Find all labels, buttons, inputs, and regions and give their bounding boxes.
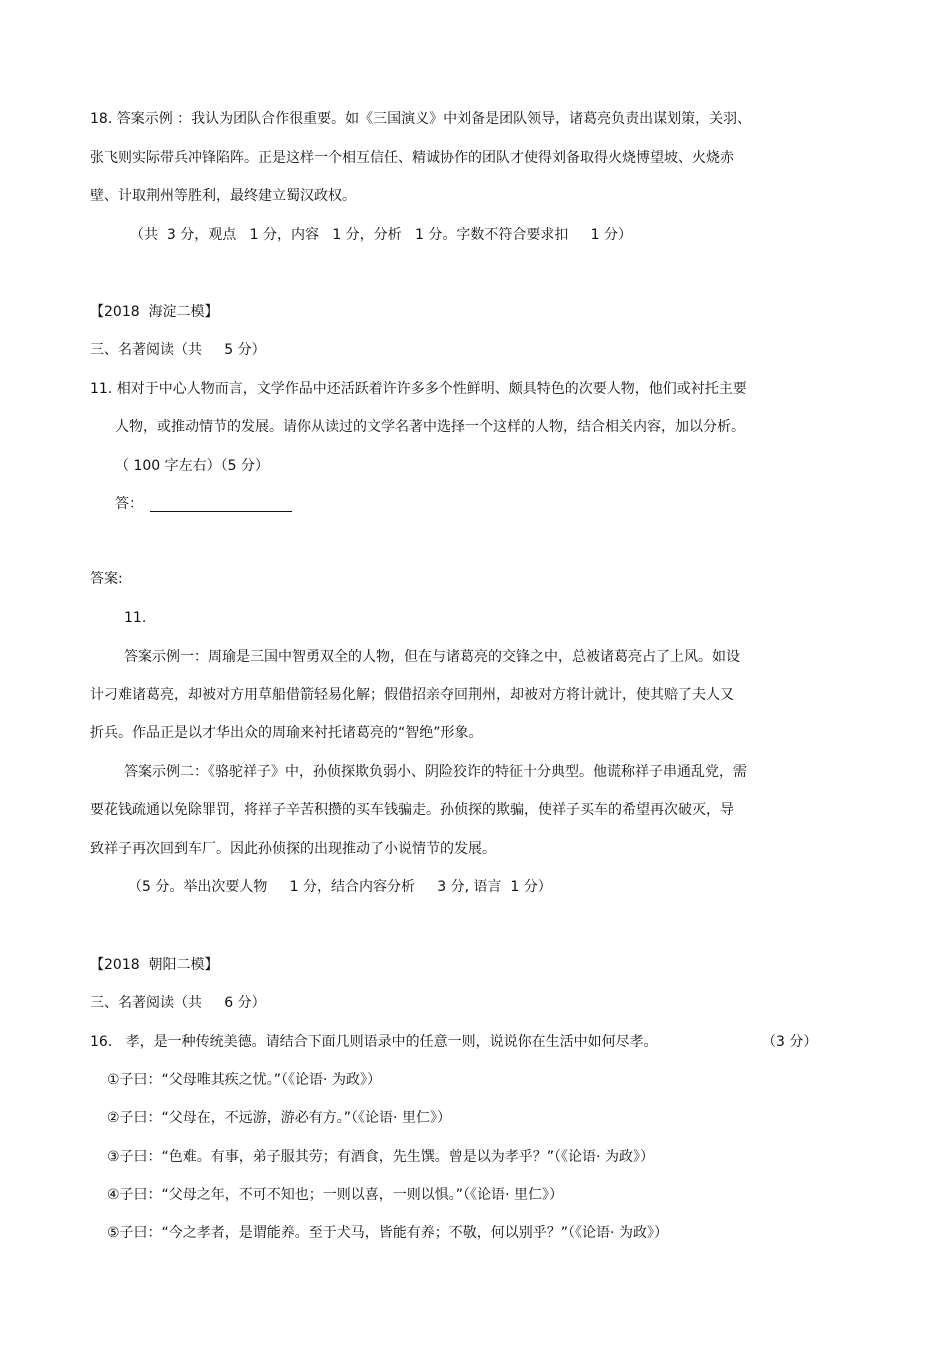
example-1-line-1: 答案示例一：周瑜是三国中智勇双全的人物，但在与诸葛亮的交锋之中，总被诸葛亮占了上风。如设 <box>124 649 740 665</box>
answer-label: 答案: <box>90 571 123 587</box>
example-1-line-3: 折兵。作品正是以才华出众的周瑜来衬托诸葛亮的“智绝”形象。 <box>90 725 483 741</box>
q18-answer-line-2: 张飞则实际带兵冲锋陷阵。正是这样一个相互信任、精诚协作的团队才使得刘备取得火烧博望坡、火烧赤 <box>90 150 734 166</box>
example-2-line-1: 答案示例二：《骆驼祥子》中，孙侦探欺负弱小、阴险狡诈的特征十分典型。他谎称祥子串通乱党，需 <box>124 764 747 780</box>
haidian-header: 【2018 海淀二模】 <box>90 304 219 320</box>
q11-scoring: （5 分。举出次要人物 1 分，结合内容分析 3 分, 语言 1 分） <box>128 879 552 895</box>
quote-4: ④子曰：“父母之年，不可不知也；一则以喜，一则以惧。”（《论语· 里仁》） <box>107 1187 563 1203</box>
example-1-line-2: 计刁难诸葛亮，却被对方用草船借箭轻易化解；假借招亲夺回荆州，却被对方将计就计，使其赔了夫人又 <box>90 687 734 703</box>
q18-answer-line-1: 18. 答案示例 ：我认为团队合作很重要。如《三国演义》中刘备是团队领导，诸葛亮负责出谋划策，关羽、 <box>90 111 752 127</box>
chaoyang-section-title: 三、名著阅读（共 6 分） <box>90 995 266 1011</box>
quote-5: ⑤子曰：“今之孝者，是谓能养。至于犬马，皆能有养；不敬，何以别乎？”（《论语· 为政》） <box>107 1225 668 1241</box>
q11-word-limit: （ 100 字左右）（5 分） <box>115 458 269 474</box>
answer-number: 11. <box>124 610 147 626</box>
q18-answer-line-3: 壁、计取荆州等胜利，最终建立蜀汉政权。 <box>90 188 356 204</box>
quote-2: ②子曰：“父母在，不远游，游必有方。”（《论语· 里仁》） <box>107 1110 451 1126</box>
quote-3: ③子曰：“色难。有事，弟子服其劳；有酒食，先生馔。曾是以为孝乎？”（《论语· 为政》） <box>107 1149 654 1165</box>
example-2-line-3: 致祥子再次回到车厂。因此孙侦探的出现推动了小说情节的发展。 <box>90 841 496 857</box>
q16-text: 16. 孝，是一种传统美德。请结合下面几则语录中的任意一则，说说你在生活中如何尽孝。 <box>90 1034 658 1050</box>
chaoyang-header: 【2018 朝阳二模】 <box>90 957 219 973</box>
haidian-section-title: 三、名著阅读（共 5 分） <box>90 342 266 358</box>
quote-1: ①子曰：“父母唯其疾之忧。”（《论语· 为政》） <box>107 1072 381 1088</box>
answer-blank-line <box>150 511 292 512</box>
q11-text-line-2: 人物，或推动情节的发展。请你从读过的文学名著中选择一个这样的人物，结合相关内容，加以分析。 <box>115 419 745 435</box>
q16-points: （3 分） <box>762 1034 818 1050</box>
example-2-line-2: 要花钱疏通以免除罪罚，将祥子辛苦积攒的买车钱骗走。孙侦探的欺骗，使祥子买车的希望再次破灭，导 <box>90 802 734 818</box>
answer-prompt: 答： <box>115 496 143 512</box>
q18-scoring: （共 3 分，观点 1 分，内容 1 分，分析 1 分。字数不符合要求扣 1 分） <box>130 227 632 243</box>
q11-text-line-1: 11. 相对于中心人物而言，文学作品中还活跃着许许多多个性鲜明、颇具特色的次要人物，他们或衬托主要 <box>90 381 747 397</box>
